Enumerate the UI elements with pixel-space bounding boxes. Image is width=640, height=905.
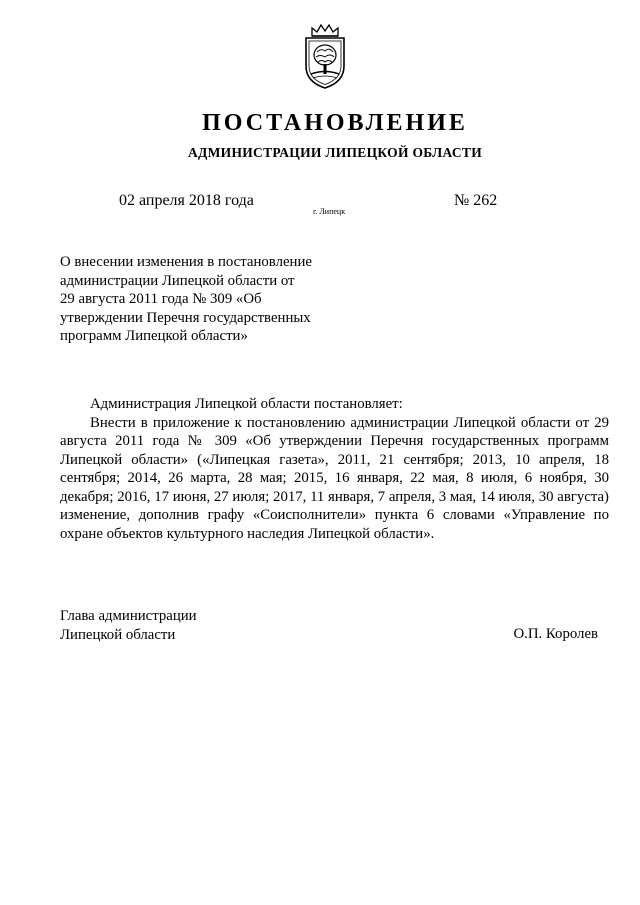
body-lead: Администрация Липецкой области постановляет:: [90, 396, 403, 412]
signatory-position-line: Липецкой области: [60, 626, 176, 643]
document-title: ПОСТАНОВЛЕНИЕ: [202, 110, 468, 136]
subject-line: утверждении Перечня государственных: [60, 309, 311, 326]
document-date: 02 апреля 2018 года: [119, 192, 254, 209]
signatory-position: [60, 607, 197, 644]
signatory-position-line: Глава администрации: [60, 608, 197, 624]
signatory-name: О.П. Королев: [513, 626, 598, 642]
document-city: г. Липецк: [313, 207, 346, 216]
subject-line: программ Липецкой области»: [60, 328, 248, 344]
subject-line: администрации Липецкой области от: [60, 272, 295, 289]
document-body: [60, 395, 609, 543]
document-number: № 262: [454, 192, 498, 209]
document-subject: [60, 253, 330, 346]
issuer-subtitle: АДМИНИСТРАЦИИ ЛИПЕЦКОЙ ОБЛАСТИ: [187, 145, 483, 160]
subject-line: 29 августа 2011 года № 309 «Об: [60, 291, 262, 307]
coat-of-arms-icon: [298, 22, 352, 90]
subject-line: О внесении изменения в постановление: [60, 254, 312, 270]
body-paragraph: Внести в приложение к постановлению администрации Липецкой области от 29 августа 2011 года № 309 «Об утверждении Перечня государственных программ Липецкой области» («Липецкая газета», 2011, 21 сентября; 2013, 10 апреля, 18 сентября; 2014, 26 марта, 28 мая; 2015, 16 января, 22 мая, 8 июля, 6 ноября, 30 декабря; 2016, 17 июня, 27 июля; 2017, 11 января, 7 апреля, 3 мая, 14 июля, 30 августа) изменение, дополнив графу «Соисполнители» пункта 6 словами «Управление по охране объектов культурного наследия Липецкой области».: [60, 414, 609, 542]
